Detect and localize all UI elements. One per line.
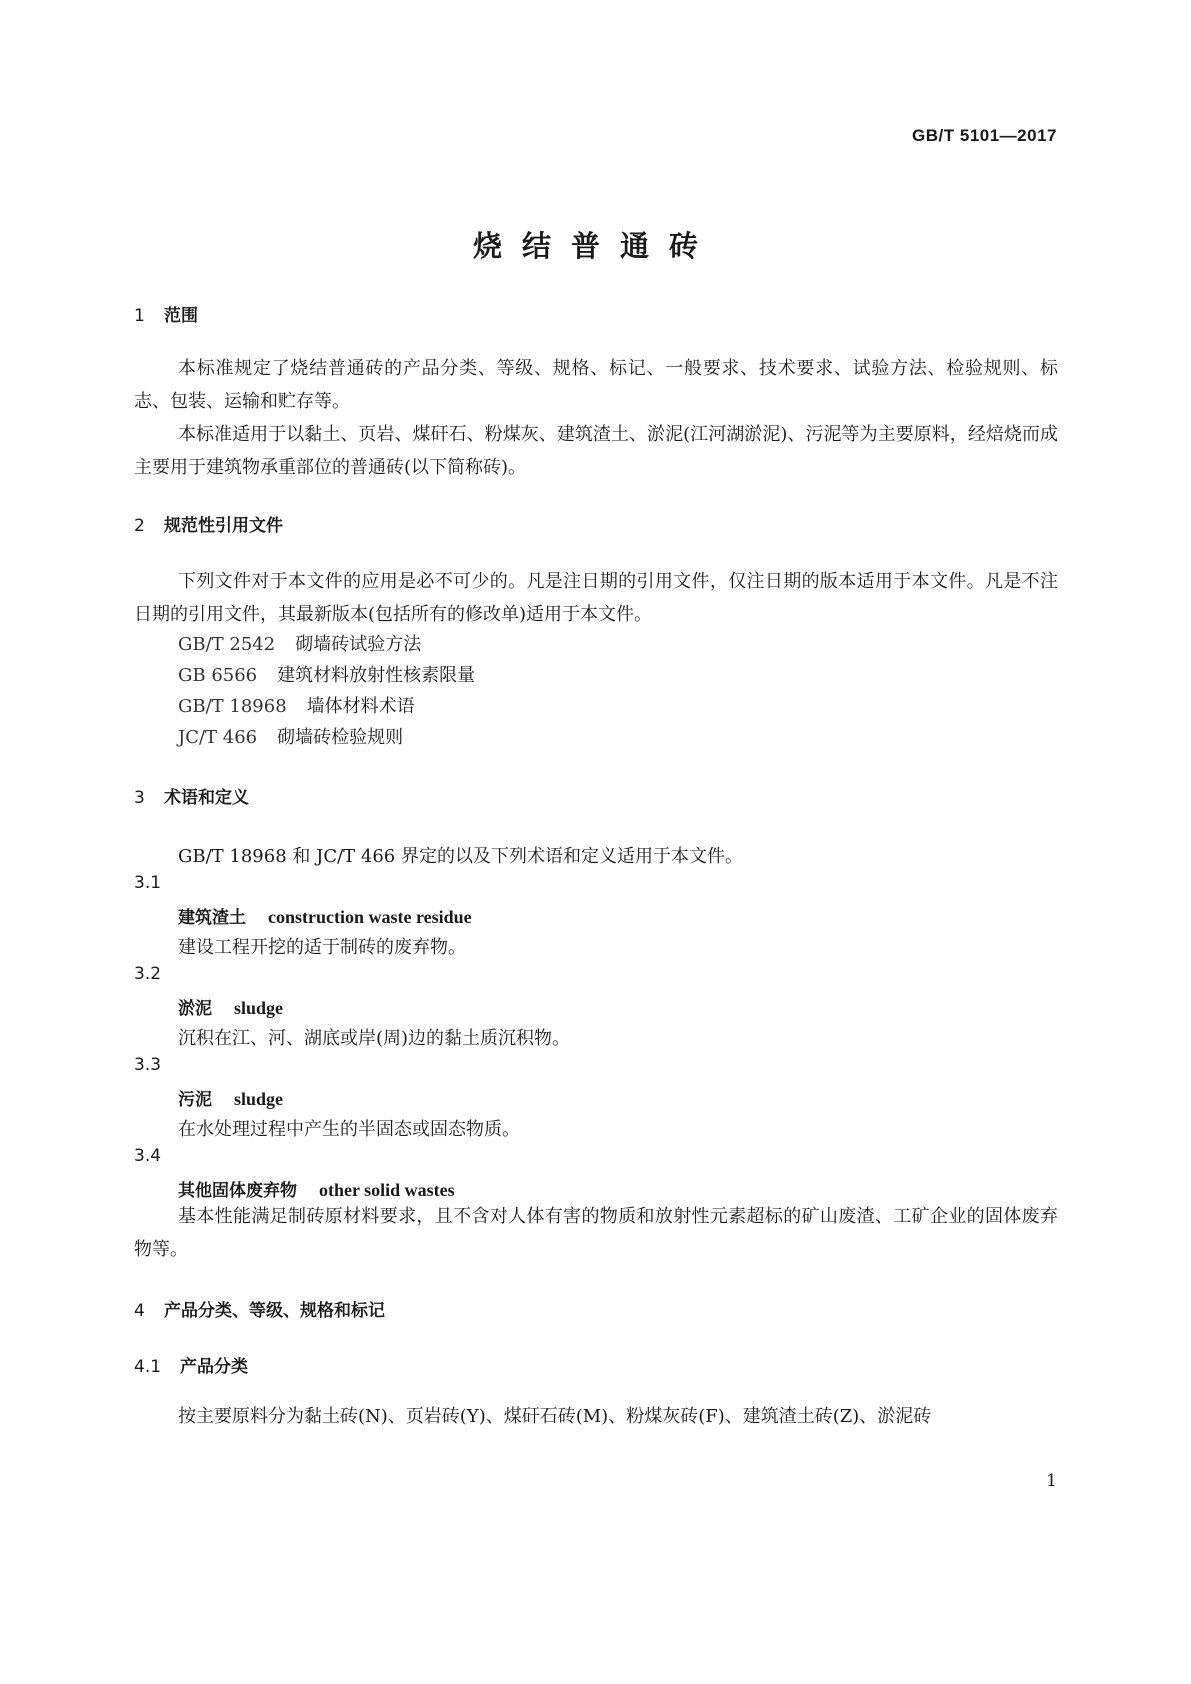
normative-reference bbox=[178, 723, 403, 749]
term-number: 3.3 bbox=[134, 1055, 162, 1075]
term-heading bbox=[178, 1176, 455, 1201]
section-number: 3 bbox=[134, 788, 145, 808]
page-number: 1 bbox=[1046, 1471, 1057, 1491]
section-4-paragraph-1: 按主要原料分为黏土砖(N)、页岩砖(Y)、煤矸石砖(M)、粉煤灰砖(F)、建筑渣土砖(Z)、淤泥砖 bbox=[178, 1406, 932, 1427]
reference-code: GB 6566 bbox=[178, 665, 258, 686]
term-definition: 在水处理过程中产生的半固态或固态物质。 bbox=[178, 1119, 520, 1140]
normative-reference bbox=[178, 630, 421, 656]
section-title: 规范性引用文件 bbox=[164, 516, 283, 536]
reference-title: 砌墙砖检验规则 bbox=[277, 727, 404, 748]
subsection-number: 4.1 bbox=[134, 1357, 162, 1377]
term-number: 3.2 bbox=[134, 964, 162, 984]
term-heading bbox=[178, 903, 472, 928]
document-title: 烧结普通砖 bbox=[472, 229, 718, 263]
term-definition: 沉积在江、河、湖底或岸(周)边的黏土质沉积物。 bbox=[178, 1028, 571, 1049]
term-chinese: 其他固体废弃物 bbox=[178, 1181, 297, 1201]
section-3-intro: GB/T 18968 和 JC/T 466 界定的以及下列术语和定义适用于本文件。 bbox=[178, 846, 743, 867]
standard-code: GB/T 5101—2017 bbox=[912, 126, 1057, 145]
term-english: sludge bbox=[234, 998, 284, 1018]
section-1-paragraph-1: 本标准规定了烧结普通砖的产品分类、等级、规格、标记、一般要求、技术要求、试验方法、检验规则、标志、包装、运输和贮存等。 bbox=[134, 358, 1058, 412]
term-number: 3.1 bbox=[134, 873, 162, 893]
section-3-heading bbox=[134, 783, 249, 808]
section-2-paragraph-1: 下列文件对于本文件的应用是必不可少的。凡是注日期的引用文件，仅注日期的版本适用于本文件。凡是不注日期的引用文件，其最新版本(包括所有的修改单)适用于本文件。 bbox=[134, 571, 1058, 625]
reference-title: 建筑材料放射性核素限量 bbox=[277, 665, 476, 686]
term-english: other solid wastes bbox=[319, 1180, 455, 1200]
section-title: 产品分类、等级、规格和标记 bbox=[164, 1301, 385, 1321]
section-number: 4 bbox=[134, 1301, 145, 1321]
term-english: sludge bbox=[234, 1089, 284, 1109]
reference-code: GB/T 18968 bbox=[178, 696, 287, 717]
term-english: construction waste residue bbox=[268, 907, 472, 927]
section-1-paragraph-2: 本标准适用于以黏土、页岩、煤矸石、粉煤灰、建筑渣土、淤泥(江河湖淤泥)、污泥等为主要原料，经焙烧而成主要用于建筑物承重部位的普通砖(以下简称砖)。 bbox=[134, 424, 1058, 478]
section-title: 术语和定义 bbox=[164, 788, 249, 808]
section-number: 1 bbox=[134, 306, 145, 326]
term-chinese: 污泥 bbox=[178, 1090, 212, 1110]
section-1-heading bbox=[134, 301, 198, 326]
normative-reference bbox=[178, 661, 475, 687]
section-number: 2 bbox=[134, 516, 145, 536]
reference-code: JC/T 466 bbox=[178, 727, 258, 748]
subsection-4-1-heading bbox=[134, 1352, 248, 1377]
term-number: 3.4 bbox=[134, 1146, 162, 1166]
term-heading bbox=[178, 994, 283, 1019]
term-chinese: 建筑渣土 bbox=[178, 908, 246, 928]
reference-title: 墙体材料术语 bbox=[306, 696, 415, 717]
normative-reference bbox=[178, 692, 415, 718]
term-heading bbox=[178, 1085, 283, 1110]
term-definition: 建设工程开挖的适于制砖的废弃物。 bbox=[178, 937, 466, 958]
section-2-heading bbox=[134, 511, 283, 536]
subsection-title: 产品分类 bbox=[180, 1357, 248, 1377]
term-chinese: 淤泥 bbox=[178, 999, 212, 1019]
term-definition: 基本性能满足制砖原材料要求，且不含对人体有害的物质和放射性元素超标的矿山废渣、工矿企业的固体废弃物等。 bbox=[134, 1206, 1058, 1260]
section-title: 范围 bbox=[164, 306, 198, 326]
reference-title: 砌墙砖试验方法 bbox=[295, 634, 422, 655]
reference-code: GB/T 2542 bbox=[178, 634, 276, 655]
section-4-heading bbox=[134, 1296, 385, 1321]
